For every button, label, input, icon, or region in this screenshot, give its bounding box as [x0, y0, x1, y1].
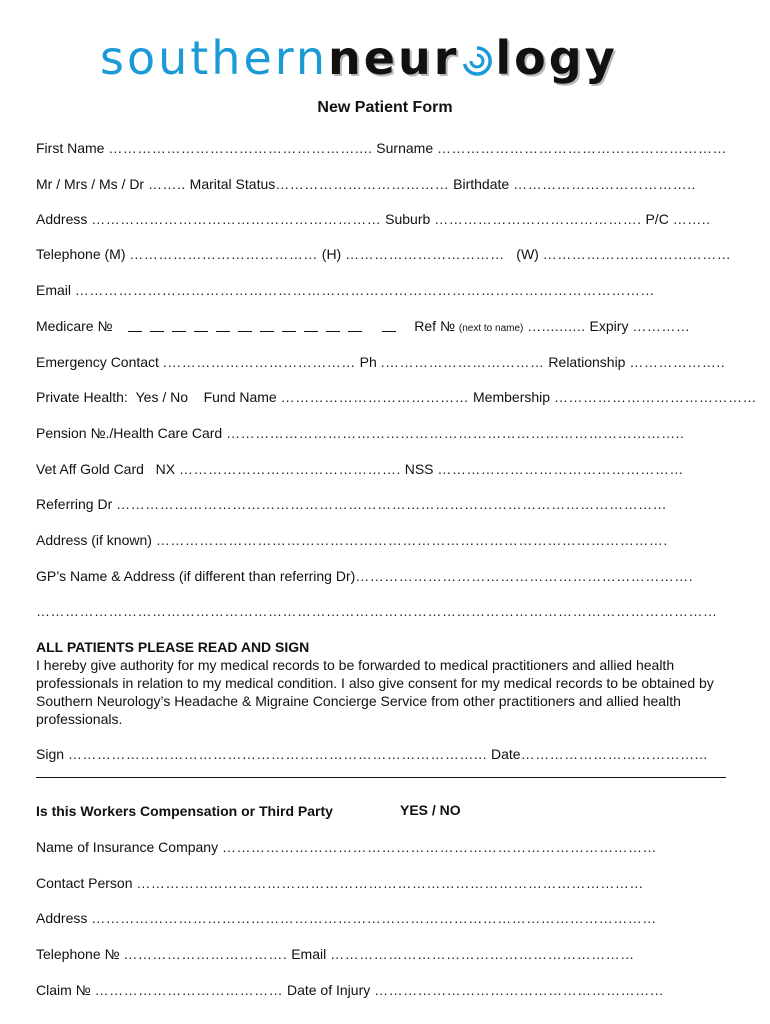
fund-name-label: Fund Name	[203, 389, 277, 405]
logo-swirl-icon	[460, 44, 494, 78]
consent-text: I hereby give authority for my medical records to be forwarded to medical practitioners and allied health professionals in relation to my medical condition. I also give consent for my medical records to be obtained by Southern Neurology’s Headache & Migraine Concierge Service from other practitioners and allied health professionals.	[36, 657, 714, 727]
insurer-telephone-label: Telephone №	[36, 946, 120, 962]
consent-heading: ALL PATIENTS PLEASE READ AND SIGN	[36, 639, 310, 655]
emergency-row	[36, 353, 726, 371]
marital-status-label: Marital Status	[189, 176, 276, 192]
address-known-label: Address (if known)	[36, 532, 152, 548]
address-known-field[interactable]: …………………………………………………………………………………………….	[155, 532, 668, 548]
sign-label: Sign	[36, 746, 65, 762]
telephone-work-label: (W)	[516, 246, 539, 262]
injury-date-field[interactable]: ……………………………………………………	[374, 982, 665, 998]
postcode-field[interactable]: ……..	[672, 211, 711, 227]
nx-label: NX	[155, 461, 176, 477]
nss-label: NSS	[404, 461, 434, 477]
title-label: Mr / Mrs / Ms / Dr	[36, 176, 145, 192]
gp-extra-field[interactable]: ……………………………………………………………………………………………………………………………	[36, 603, 718, 619]
fund-name-field[interactable]: …………………………………	[280, 389, 470, 405]
logo-text-southern: southern	[100, 31, 329, 85]
email-field[interactable]: …………………………………………………………………………………………………………	[74, 282, 655, 298]
emergency-contact-label: Emergency Contact	[36, 354, 159, 370]
ref-note: (next to name)	[458, 323, 524, 334]
telephone-home-field[interactable]: ……………………………	[345, 246, 505, 262]
private-health-options[interactable]: Yes / No	[135, 389, 189, 405]
telephone-row	[36, 245, 732, 263]
section-divider	[36, 777, 726, 778]
gp-label: GP’s Name & Address (if different than referring Dr)	[36, 568, 356, 584]
medicare-digit-boxes[interactable]	[128, 317, 404, 335]
contact-person-field[interactable]: ……………………………………………………………………………………………	[136, 875, 644, 891]
contact-person-label: Contact Person	[36, 875, 133, 891]
insurer-address-label: Address	[36, 910, 88, 926]
pension-label: Pension №./Health Care Card	[36, 425, 223, 441]
referring-dr-row	[36, 495, 726, 513]
private-health-row	[36, 388, 757, 406]
membership-field[interactable]: ……………………………………	[553, 389, 757, 405]
date-field[interactable]: ………………………………...	[520, 746, 708, 762]
ref-field[interactable]: …..........	[527, 318, 586, 334]
workers-comp-options[interactable]: YES / NO	[400, 802, 461, 818]
telephone-work-field[interactable]: …………………………………	[542, 246, 732, 262]
emergency-phone-field[interactable]: .……………………………	[380, 354, 545, 370]
contact-person-row	[36, 874, 726, 892]
first-name-label: First Name	[36, 140, 105, 156]
marital-status-field[interactable]: ………………………………	[275, 176, 450, 192]
membership-label: Membership	[473, 389, 551, 405]
vet-gold-card-label: Vet Aff Gold Card	[36, 461, 144, 477]
claim-label: Claim №	[36, 982, 91, 998]
signature-field[interactable]: …………………………………………………………………………...	[67, 746, 488, 762]
expiry-label: Expiry	[589, 318, 629, 334]
birthdate-label: Birthdate	[453, 176, 510, 192]
insurer-telephone-field[interactable]: …………………………….	[123, 946, 288, 962]
claim-row	[36, 981, 726, 999]
logo-text-logy: logy	[495, 31, 618, 85]
telephone-mobile-label: Telephone (M)	[36, 246, 126, 262]
insurance-field[interactable]: ………………………………………………………………………………	[221, 839, 657, 855]
first-name-row	[36, 139, 726, 157]
insurance-row	[36, 838, 726, 856]
form-title: New Patient Form	[317, 99, 453, 116]
southern-neurology-logo	[100, 28, 660, 88]
insurer-address-field[interactable]: ………………………………………………………………………………………………………	[91, 910, 657, 926]
emergency-contact-field[interactable]: .…………………………………	[162, 354, 356, 370]
nx-field[interactable]: ……………………………………….	[178, 461, 401, 477]
birthdate-field[interactable]: ………………………………..	[513, 176, 696, 192]
title-field[interactable]: ……..	[147, 176, 186, 192]
address-label: Address	[36, 211, 88, 227]
postcode-label: P/C	[645, 211, 669, 227]
medicare-row	[36, 317, 726, 338]
referring-dr-field[interactable]: ……………………………………………………………………………………………………	[116, 496, 668, 512]
surname-field[interactable]: ……………………………………………………	[437, 140, 727, 156]
first-name-field[interactable]: ……………………………………………....	[108, 140, 373, 156]
date-label: Date	[490, 746, 521, 762]
relationship-label: Relationship	[548, 354, 626, 370]
ref-label: Ref №	[414, 318, 455, 334]
vet-affairs-row	[36, 460, 726, 478]
injury-date-label: Date of Injury	[286, 982, 371, 998]
suburb-label: Suburb	[385, 211, 431, 227]
pension-row	[36, 424, 726, 442]
insurance-label: Name of Insurance Company	[36, 839, 219, 855]
emergency-phone-label: Ph	[359, 354, 377, 370]
suburb-field[interactable]: …………………………………….	[434, 211, 642, 227]
medicare-label: Medicare №	[36, 318, 113, 334]
telephone-mobile-field[interactable]: …………………………………	[129, 246, 318, 262]
insurer-email-label: Email	[291, 946, 327, 962]
address-row	[36, 210, 726, 228]
insurer-address-row	[36, 909, 726, 927]
address-known-row	[36, 531, 726, 549]
referring-dr-label: Referring Dr	[36, 496, 113, 512]
expiry-field[interactable]: …………	[632, 318, 691, 334]
pension-field[interactable]: …………………………………………………………………………………..	[226, 425, 685, 441]
email-row	[36, 281, 726, 299]
telephone-home-label: (H)	[321, 246, 342, 262]
insurer-telephone-row	[36, 945, 726, 963]
insurer-email-field[interactable]: ………………………………………………………	[330, 946, 635, 962]
email-label: Email	[36, 282, 72, 298]
title-status-row	[36, 175, 726, 193]
relationship-field[interactable]: ………………..	[629, 354, 726, 370]
address-field[interactable]: ……………………………………………………	[91, 211, 382, 227]
private-health-label: Private Health:	[36, 389, 128, 405]
gp-extra-line	[36, 602, 726, 620]
nss-field[interactable]: ……………………………………………	[437, 461, 684, 477]
surname-label: Surname	[376, 140, 434, 156]
sign-row	[36, 745, 726, 763]
gp-field[interactable]: …………………………………………………………….	[355, 568, 694, 584]
claim-field[interactable]: …………………………………	[94, 982, 284, 998]
logo-text-neur: neur	[328, 31, 460, 85]
gp-row	[36, 567, 726, 585]
workers-comp-question: Is this Workers Compensation or Third Party	[36, 803, 333, 819]
